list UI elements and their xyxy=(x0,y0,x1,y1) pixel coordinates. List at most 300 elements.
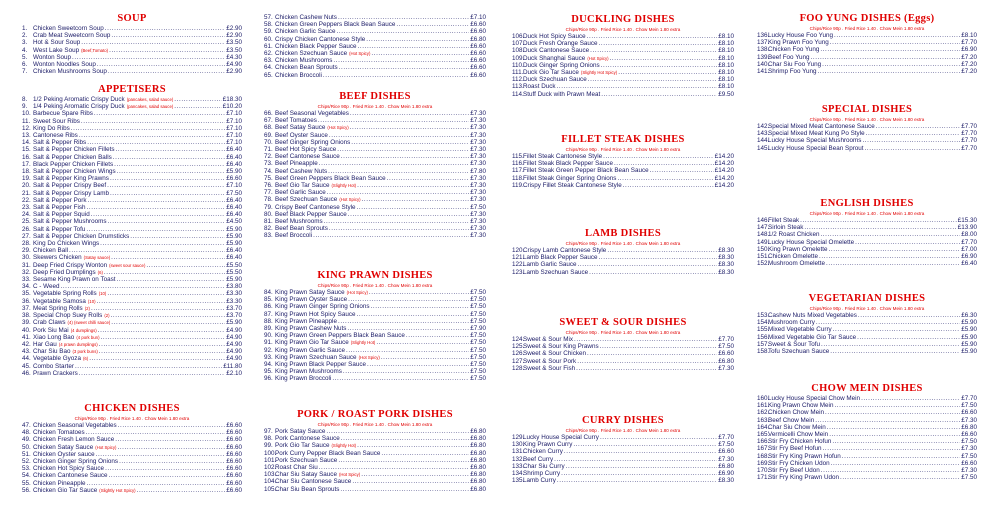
dot-leader xyxy=(823,445,961,452)
item-name: Deep Fried Crispy Wonton xyxy=(33,261,108,269)
item-number: 115. xyxy=(512,153,524,160)
item-price: £6.60 xyxy=(226,422,242,429)
dot-leader xyxy=(601,91,717,98)
menu-item xyxy=(757,467,977,474)
menu-item xyxy=(264,64,486,71)
section-title: CHOW MEIN DISHES xyxy=(811,383,923,394)
menu-item xyxy=(512,33,734,40)
dot-leader xyxy=(348,211,469,218)
dot-leader xyxy=(861,395,960,402)
dot-leader xyxy=(607,247,717,254)
menu-item xyxy=(22,233,242,240)
item-price: £4.90 xyxy=(226,61,242,69)
item-price: £2.10 xyxy=(226,369,242,377)
dot-leader xyxy=(343,368,469,375)
item-name: Vegetable Gyoza xyxy=(33,355,81,363)
item-name: Beef Cantonese Sauce xyxy=(275,153,340,161)
dot-leader xyxy=(600,434,717,441)
dot-leader xyxy=(832,438,960,445)
dot-leader xyxy=(75,363,222,370)
dot-leader xyxy=(840,474,960,481)
item-name: Char Siu Bao xyxy=(33,348,71,356)
item-number: 65. xyxy=(264,71,273,79)
item-price: £6.80 xyxy=(470,456,486,464)
menu-item xyxy=(264,182,486,189)
item-tag: (2) xyxy=(84,305,90,311)
item-number: 71. xyxy=(264,146,273,154)
item-number: 22. xyxy=(22,196,31,204)
dot-leader xyxy=(573,441,717,448)
item-number: 170. xyxy=(757,467,770,475)
item-number: 163. xyxy=(757,416,770,424)
menu-item xyxy=(22,472,242,479)
menu-item xyxy=(512,40,734,47)
item-tag: (Hot Spicy) xyxy=(346,290,368,295)
item-number: 61. xyxy=(264,42,273,50)
item-name: Beef Pineapple xyxy=(275,160,318,168)
dot-leader xyxy=(589,269,717,276)
item-price: £7.50 xyxy=(961,438,977,446)
item-price: £5.50 xyxy=(226,261,242,269)
dot-leader xyxy=(100,240,225,247)
dot-leader xyxy=(81,39,225,46)
item-name: Sirloin Steak xyxy=(768,224,804,232)
item-number: 166. xyxy=(757,438,770,446)
dot-leader xyxy=(110,190,225,197)
menu-item xyxy=(264,354,486,361)
dot-leader xyxy=(86,429,226,436)
item-name: Roast Duck xyxy=(523,83,556,91)
item-name: Lamb Curry xyxy=(523,477,556,485)
menu-item xyxy=(512,477,734,484)
item-number: 109. xyxy=(512,54,525,62)
item-number: 167. xyxy=(757,445,770,453)
item-name: Salt & Pepper Squid xyxy=(33,211,90,219)
item-name: King Prawn Pineapple xyxy=(275,317,337,325)
menu-item xyxy=(264,457,486,464)
menu-item xyxy=(757,319,977,326)
item-number: 8. xyxy=(22,96,28,103)
item-name: Pork Siu Mai xyxy=(33,326,69,334)
item-price: £7.70 xyxy=(961,395,977,402)
menu-item xyxy=(264,57,486,64)
item-number: 31. xyxy=(22,261,31,269)
item-number: 78. xyxy=(264,196,273,204)
dot-leader xyxy=(561,470,717,477)
price-note: Chips/Rice 90p . Fried Rice 1.40 . Chow Mein 1.80 extra xyxy=(809,211,925,216)
item-number: 47. xyxy=(22,422,31,429)
item-number: 112. xyxy=(512,76,524,84)
item-price: £4.30 xyxy=(226,53,242,61)
menu-item xyxy=(264,289,486,296)
item-name: Beef Cashew Nuts xyxy=(275,167,328,175)
menu-item xyxy=(264,117,486,124)
menu-item xyxy=(757,231,977,238)
item-number: 80. xyxy=(264,210,273,218)
dot-leader xyxy=(358,43,470,50)
item-name: Wonton Noodles Soup xyxy=(33,61,96,69)
section-title: ENGLISH DISHES xyxy=(820,198,914,209)
item-name: Cashew Nuts Mixed Vegetables xyxy=(768,312,857,319)
item-price: £14.20 xyxy=(714,153,734,160)
item-name: King Prawn Foo Yung xyxy=(768,39,829,47)
menu-item xyxy=(22,290,242,297)
item-number: 95. xyxy=(264,368,273,376)
dot-leader xyxy=(557,83,718,90)
item-number: 169. xyxy=(757,459,770,467)
menu-item xyxy=(757,395,977,402)
menu-item xyxy=(757,217,977,224)
menu-item xyxy=(22,226,242,233)
menu-item xyxy=(264,303,486,310)
menu-item xyxy=(264,132,486,139)
item-name: Char Siu Cantonese Sauce xyxy=(275,478,352,486)
item-name: Tofu Szechuan Sauce xyxy=(768,348,830,356)
item-name: King Prawn Chow Mein xyxy=(768,402,834,410)
item-tag: (Slightly Hot Spicy) xyxy=(580,70,618,76)
dot-leader xyxy=(396,21,469,28)
dot-leader xyxy=(834,402,960,409)
item-price: £7.30 xyxy=(470,117,486,125)
menu-item xyxy=(264,471,486,478)
menu-item xyxy=(22,218,242,225)
menu-item xyxy=(22,125,242,132)
item-price: £7.30 xyxy=(470,110,486,117)
dot-leader xyxy=(313,232,469,239)
item-name: Vegetable Spring Rolls xyxy=(33,290,97,298)
dot-leader xyxy=(91,305,225,312)
menu-item xyxy=(22,118,242,125)
menu-item xyxy=(22,47,242,54)
section-title: VEGETARIAN DISHES xyxy=(808,293,926,304)
item-name: 1/2 Peking Aromatic Crispy Duck xyxy=(33,96,125,103)
menu-item xyxy=(22,61,242,68)
dot-leader xyxy=(822,61,960,68)
item-number: 42. xyxy=(22,340,31,348)
item-number: 3. xyxy=(22,39,28,47)
item-number: 35. xyxy=(22,290,31,298)
menu-item xyxy=(757,453,977,460)
item-name: Vermicelli Chow Mein xyxy=(768,431,829,439)
item-number: 122. xyxy=(512,261,525,269)
item-name: King Prawn Cashew Nuts xyxy=(275,325,347,333)
item-name: Beef Satay Sauce xyxy=(275,124,326,132)
item-name: Chicken Ginger Spring Onions xyxy=(33,458,119,466)
item-price: £3.50 xyxy=(226,46,242,54)
item-name: Chicken Cashew Nuts xyxy=(275,14,337,21)
menu-item xyxy=(757,417,977,424)
item-price: £7.50 xyxy=(470,296,486,304)
item-price: £9.50 xyxy=(718,90,734,98)
menu-item xyxy=(264,50,486,57)
dot-leader xyxy=(332,375,469,382)
item-name: Salt & Pepper King Prawns xyxy=(33,175,109,183)
item-name: Char Siu Satay Sauce xyxy=(275,471,337,479)
dot-leader xyxy=(340,486,469,493)
item-number: 7. xyxy=(22,68,28,76)
item-number: 156. xyxy=(757,333,770,341)
item-price: £8.10 xyxy=(718,83,734,91)
item-name: Chicken Hot Spicy Sauce xyxy=(33,465,105,473)
dot-leader xyxy=(601,62,718,69)
item-price: £6.40 xyxy=(226,196,242,204)
item-number: 55. xyxy=(22,479,31,487)
item-name: King Do Ribs xyxy=(33,124,70,132)
price-note: Chips/Rice 90p . Fried Rice 1.40 . Chow Mein 1.80 extra xyxy=(565,147,681,152)
item-price: £14.20 xyxy=(714,181,734,189)
menu-item xyxy=(22,96,242,103)
item-price: £6.80 xyxy=(470,449,486,457)
dot-leader xyxy=(811,54,961,61)
item-number: 15. xyxy=(22,146,31,154)
item-name: Beef Green Peppers Black Bean Sauce xyxy=(275,174,386,182)
item-name: Salt & Pepper Chicken Wings xyxy=(33,168,116,176)
dot-leader xyxy=(830,39,960,46)
item-price: £6.80 xyxy=(470,428,486,435)
item-price: £7.50 xyxy=(470,375,486,383)
item-name: Chicken Seasonal Vegetables xyxy=(33,422,117,429)
item-name: Salt & Pepper Crispy Beef xyxy=(33,182,107,190)
item-number: 14. xyxy=(22,139,31,147)
item-number: 82. xyxy=(264,225,273,233)
menu-item xyxy=(512,175,734,182)
menu-item xyxy=(264,428,486,435)
menu-item xyxy=(757,445,977,452)
item-tag: (sweet sour sauce) xyxy=(109,262,146,268)
menu-item xyxy=(264,160,486,167)
section-pork xyxy=(264,409,486,493)
item-name: Duck Szechuan Sauce xyxy=(523,76,587,84)
item-name: King Prawn Gio Tar Sauce xyxy=(275,339,349,347)
item-price: £4.90 xyxy=(226,340,242,348)
item-price: £10.20 xyxy=(222,103,242,111)
item-price: £7.30 xyxy=(470,153,486,161)
price-note: Chips/Rice 90p . Fried Rice 1.40 . Chow Mein 1.80 extra xyxy=(565,330,681,335)
item-name: Special Mixed Meat Cantonese Sauce xyxy=(768,123,875,130)
item-price: £6.80 xyxy=(470,464,486,472)
menu-item xyxy=(22,25,242,32)
item-number: 74. xyxy=(264,167,273,175)
dot-leader xyxy=(323,72,469,79)
dot-leader xyxy=(108,68,225,75)
menu-item xyxy=(22,146,242,153)
item-price: £7.70 xyxy=(961,39,977,47)
menu-item xyxy=(22,269,242,276)
item-name: Sweet & Sour Fish xyxy=(523,364,576,372)
item-number: 102. xyxy=(264,464,277,472)
section-foo-yung xyxy=(757,13,977,75)
dot-leader xyxy=(357,204,470,211)
item-number: 64. xyxy=(264,64,273,72)
menu-item xyxy=(757,123,977,130)
menu-item xyxy=(757,348,977,355)
menu-item xyxy=(512,343,734,350)
section-lamb xyxy=(512,228,734,276)
dot-leader xyxy=(89,355,225,362)
section-vegetarian xyxy=(757,293,977,355)
item-number: 147. xyxy=(757,224,770,232)
item-number: 164. xyxy=(757,423,770,431)
item-number: 50. xyxy=(22,443,31,451)
price-note: Chips/Rice 90p . Fried Rice 1.40 . Chow Mein 1.80 extra xyxy=(809,306,925,311)
item-number: 12. xyxy=(22,124,31,132)
item-price: £7.50 xyxy=(470,303,486,311)
section-title: DUCKLING DISHES xyxy=(571,14,675,25)
dot-leader xyxy=(350,110,469,117)
section-english xyxy=(757,198,977,267)
item-price: £8.10 xyxy=(718,54,734,62)
item-price: £5.90 xyxy=(226,319,242,327)
item-price: £7.30 xyxy=(470,124,486,132)
menu-item xyxy=(512,336,734,343)
item-number: 88. xyxy=(264,317,273,325)
item-tag: (4 dumplings) xyxy=(70,327,97,333)
item-name: Chicken Pineapple xyxy=(33,479,86,487)
dot-leader xyxy=(865,145,961,152)
dot-leader xyxy=(119,458,225,465)
item-name: Beef Mushrooms xyxy=(275,218,323,226)
menu-item xyxy=(22,298,242,305)
menu-item xyxy=(22,132,242,139)
item-number: 54. xyxy=(22,472,31,480)
menu-item xyxy=(264,368,486,375)
dot-leader xyxy=(855,239,960,246)
dot-leader xyxy=(87,139,225,146)
dot-leader xyxy=(333,57,469,64)
section-duckling xyxy=(512,14,734,98)
dot-leader xyxy=(114,161,225,168)
menu-item xyxy=(512,182,734,189)
item-price: £6.60 xyxy=(226,486,242,494)
item-name: Mushroom Omelette xyxy=(768,260,826,268)
item-name: Lucky House Foo Yung xyxy=(768,32,833,39)
item-price: £6.60 xyxy=(470,64,486,72)
dot-leader xyxy=(357,311,470,318)
item-name: Cantonese Ribs xyxy=(33,132,78,140)
menu-item xyxy=(264,361,486,368)
dot-leader xyxy=(174,96,221,103)
menu-item xyxy=(264,347,486,354)
item-number: 37. xyxy=(22,304,31,312)
menu-item xyxy=(22,429,242,436)
item-name: Salt & Pepper Crispy Lamb xyxy=(33,189,109,197)
item-number: 140. xyxy=(757,60,770,68)
item-price: £7.70 xyxy=(718,336,734,343)
item-number: 128. xyxy=(512,364,525,372)
item-number: 18. xyxy=(22,168,31,176)
item-name: Chicken Green Peppers Black Bean Sauce xyxy=(275,21,396,29)
menu-item xyxy=(22,204,242,211)
item-tag: (Slightly Hot) xyxy=(331,183,357,189)
item-tag: (Hot Spicy) xyxy=(327,125,349,131)
menu-item xyxy=(22,283,242,290)
menu-item xyxy=(264,43,486,50)
item-name: Chicken Bean Sprouts xyxy=(275,64,338,72)
item-number: 133. xyxy=(512,462,525,470)
item-name: Beef Szechuan Sauce xyxy=(275,196,338,204)
item-tag: (Hot Spicy) xyxy=(95,444,117,450)
item-number: 148. xyxy=(757,231,770,239)
item-name: Beef Broccoli xyxy=(275,232,313,240)
item-price: £4.90 xyxy=(226,348,242,356)
item-number: 58. xyxy=(264,21,273,29)
item-price: £6.40 xyxy=(226,153,242,161)
dot-leader xyxy=(829,246,961,253)
item-number: 139. xyxy=(757,53,770,61)
item-price: £3.30 xyxy=(226,297,242,305)
item-price: £7.30 xyxy=(470,225,486,233)
item-price: £7.10 xyxy=(226,124,242,132)
dot-leader xyxy=(821,467,960,474)
item-price: £4.50 xyxy=(226,218,242,226)
menu-item xyxy=(757,130,977,137)
item-tag: (pancakes, salad sauce) xyxy=(126,104,174,110)
item-number: 165. xyxy=(757,431,770,439)
menu-item xyxy=(22,110,242,117)
item-price: £7.30 xyxy=(470,218,486,226)
item-number: 41. xyxy=(22,333,31,341)
item-name: C - Weed xyxy=(33,283,60,291)
section-chicken-cont xyxy=(264,14,486,79)
dot-leader xyxy=(831,460,961,467)
menu-item xyxy=(264,478,486,485)
item-name: King Prawn Mushrooms xyxy=(275,368,342,376)
dot-leader xyxy=(174,103,221,110)
dot-leader xyxy=(362,196,470,203)
item-number: 144. xyxy=(757,137,770,145)
dot-leader xyxy=(97,298,226,305)
menu-item xyxy=(264,146,486,153)
dot-leader xyxy=(381,450,469,457)
item-number: 93. xyxy=(264,353,273,361)
menu-item xyxy=(757,474,977,481)
item-name: Special Mixed Meat Kung Po Style xyxy=(768,130,865,138)
item-name: Chicken Sweetcorn Soup xyxy=(33,25,104,32)
menu-item xyxy=(264,486,486,493)
section-title: LAMB DISHES xyxy=(585,228,661,239)
item-name: Fillet Steak Ginger Spring Onions xyxy=(523,174,617,182)
item-name: Pork Cantonese Sauce xyxy=(275,435,340,443)
dot-leader xyxy=(369,289,469,296)
dot-leader xyxy=(610,55,718,62)
dot-leader xyxy=(116,146,226,153)
item-price: £6.80 xyxy=(470,435,486,443)
item-price: £6.80 xyxy=(470,442,486,450)
item-name: Black Pepper Chicken Fillets xyxy=(33,160,114,168)
item-name: Duck Hot Spicy Sauce xyxy=(523,33,586,40)
section-chow-mein xyxy=(757,383,977,481)
item-price: £7.20 xyxy=(961,53,977,61)
item-number: 100. xyxy=(264,449,277,457)
menu-item xyxy=(22,487,242,494)
dot-leader xyxy=(858,312,960,319)
section-special xyxy=(757,104,977,152)
section-sweet-sour xyxy=(512,317,734,372)
menu-item xyxy=(512,69,734,76)
item-name: Duck Ginger Spring Onions xyxy=(523,61,600,69)
item-number: 113. xyxy=(512,83,524,91)
item-number: 107. xyxy=(512,40,525,48)
dot-leader xyxy=(107,182,225,189)
item-tag: (Hot Spicy) xyxy=(338,472,361,478)
item-price: £6.40 xyxy=(226,160,242,168)
dot-leader xyxy=(800,217,957,224)
menu-item xyxy=(22,305,242,312)
item-name: 1/2 Roast Chicken xyxy=(768,231,820,239)
menu-item xyxy=(22,312,242,319)
item-price: £7.30 xyxy=(470,138,486,146)
item-price: £6.80 xyxy=(961,423,977,431)
